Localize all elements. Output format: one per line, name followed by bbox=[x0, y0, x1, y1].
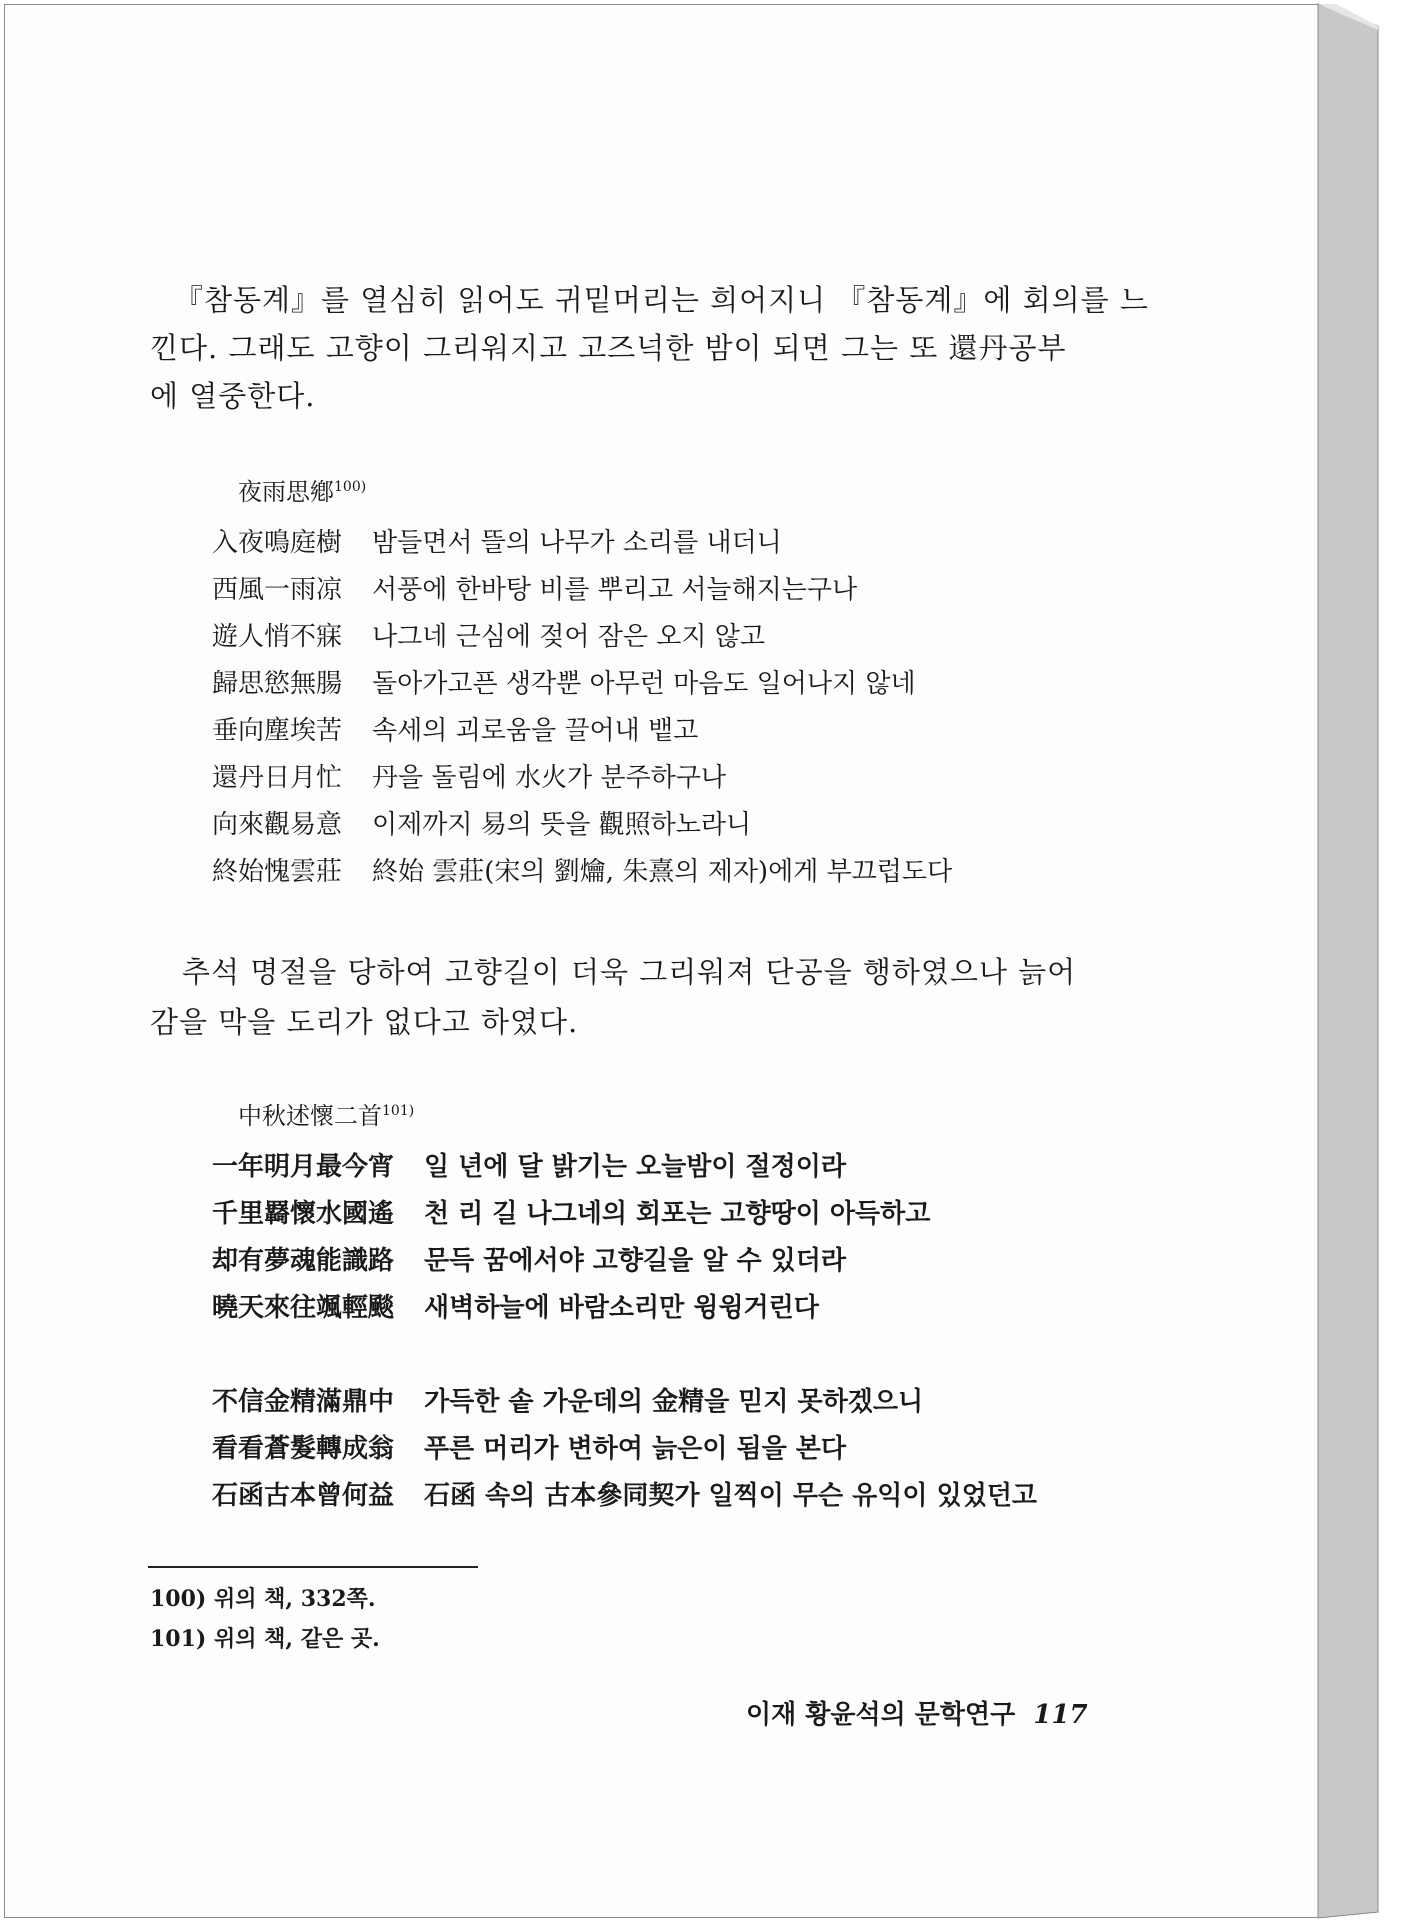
paragraph-1-line-1: 『참동계』를 열심히 읽어도 귀밑머리는 희어지니 『참동계』에 회의를 느 bbox=[174, 283, 1149, 317]
poem-line bbox=[212, 616, 765, 653]
poem-line-hanja: 遊人悄不寐 bbox=[212, 622, 343, 652]
poem-line bbox=[212, 1381, 924, 1418]
poem-line-korean: 속세의 괴로움을 끌어내 뱉고 bbox=[372, 716, 699, 746]
poem-line-korean: 돌아가고픈 생각뿐 아무런 마음도 일어나지 않네 bbox=[372, 669, 916, 699]
poem-line bbox=[212, 569, 858, 606]
poem-line-hanja: 西風一雨凉 bbox=[212, 575, 343, 605]
poem-line-korean: 終始 雲莊(宋의 劉爚, 朱熹의 제자)에게 부끄럽도다 bbox=[372, 857, 953, 887]
footnote-100: 100) 위의 책, 332쪽. bbox=[150, 1586, 376, 1612]
poem-line-korean: 문득 꿈에서야 고향길을 알 수 있더라 bbox=[424, 1246, 846, 1276]
poem-line bbox=[212, 663, 916, 700]
poem-line-hanja: 入夜鳴庭樹 bbox=[212, 528, 343, 558]
running-footer bbox=[746, 1694, 1088, 1731]
poem-line-hanja: 向來觀易意 bbox=[212, 810, 343, 840]
poem-line bbox=[212, 522, 782, 559]
poem-line bbox=[212, 757, 726, 794]
poem-line-hanja: 曉天來往颯輕颷 bbox=[212, 1293, 395, 1323]
poem-line bbox=[212, 1428, 846, 1465]
paragraph-2-line-2: 감을 막을 도리가 없다고 하였다. bbox=[150, 1005, 579, 1039]
poem-line-korean: 가득한 솥 가운데의 金精을 믿지 못하겠으니 bbox=[424, 1387, 924, 1417]
poem-line bbox=[212, 804, 752, 841]
poem-line bbox=[212, 710, 699, 747]
poem-line-korean: 이제까지 易의 뜻을 觀照하노라니 bbox=[372, 810, 752, 840]
poem-line bbox=[212, 1193, 931, 1230]
poem-line-korean: 서풍에 한바탕 비를 뿌리고 서늘해지는구나 bbox=[372, 575, 858, 605]
poem-1-title: 夜雨思鄕$^{100)}$ bbox=[238, 478, 367, 506]
poem-line bbox=[212, 1475, 1038, 1512]
poem-line-korean: 푸른 머리가 변하여 늙은이 됨을 본다 bbox=[424, 1434, 846, 1464]
poem-2-title: 中秋述懷二首$^{101)}$ bbox=[238, 1102, 415, 1130]
poem-line-hanja: 却有夢魂能識路 bbox=[212, 1246, 395, 1276]
poem-line-korean: 石函 속의 古本參同契가 일찍이 무슨 유익이 있었던고 bbox=[424, 1481, 1038, 1511]
footer-title: 이재 황윤석의 문학연구 bbox=[746, 1700, 1016, 1730]
paragraph-1-line-2: 낀다. 그래도 고향이 그리워지고 고즈넉한 밤이 되면 그는 또 還丹공부 bbox=[150, 331, 1067, 365]
paragraph-2-line-1: 추석 명절을 당하여 고향길이 더욱 그리워져 단공을 행하였으나 늙어 bbox=[182, 955, 1077, 989]
poem-line-hanja: 垂向塵埃苦 bbox=[212, 716, 343, 746]
poem-line bbox=[212, 1287, 819, 1324]
poem-line bbox=[212, 1240, 846, 1277]
poem-line-hanja: 歸思慾無腸 bbox=[212, 669, 343, 699]
poem-line-korean: 나그네 근심에 젖어 잠은 오지 않고 bbox=[372, 622, 765, 652]
poem-line-hanja: 還丹日月忙 bbox=[212, 763, 343, 793]
footnote-rule bbox=[148, 1566, 478, 1568]
poem-line-hanja: 不信金精滿鼎中 bbox=[212, 1387, 395, 1417]
poem-line-hanja: 石函古本曾何益 bbox=[212, 1481, 395, 1511]
poem-line-hanja: 看看蒼髮轉成翁 bbox=[212, 1434, 395, 1464]
footnote-101: 101) 위의 책, 같은 곳. bbox=[150, 1626, 380, 1652]
poem-line bbox=[212, 1146, 846, 1183]
poem-line-korean: 천 리 길 나그네의 회포는 고향땅이 아득하고 bbox=[424, 1199, 931, 1229]
poem-line-hanja: 終始愧雲莊 bbox=[212, 857, 343, 887]
poem-line-hanja: 一年明月最今宵 bbox=[212, 1152, 395, 1182]
poem-line-korean: 일 년에 달 밝기는 오늘밤이 절정이라 bbox=[424, 1152, 846, 1182]
poem-line-korean: 밤들면서 뜰의 나무가 소리를 내더니 bbox=[372, 528, 782, 558]
poem-line-hanja: 千里羇懷水國遙 bbox=[212, 1199, 395, 1229]
page-number: 117 bbox=[1033, 1700, 1088, 1730]
paragraph-1-line-3: 에 열중한다. bbox=[150, 379, 316, 413]
poem-line bbox=[212, 851, 953, 888]
poem-line-korean: 丹을 돌림에 水火가 분주하구나 bbox=[372, 763, 726, 793]
poem-line-korean: 새벽하늘에 바람소리만 윙윙거린다 bbox=[424, 1293, 819, 1323]
